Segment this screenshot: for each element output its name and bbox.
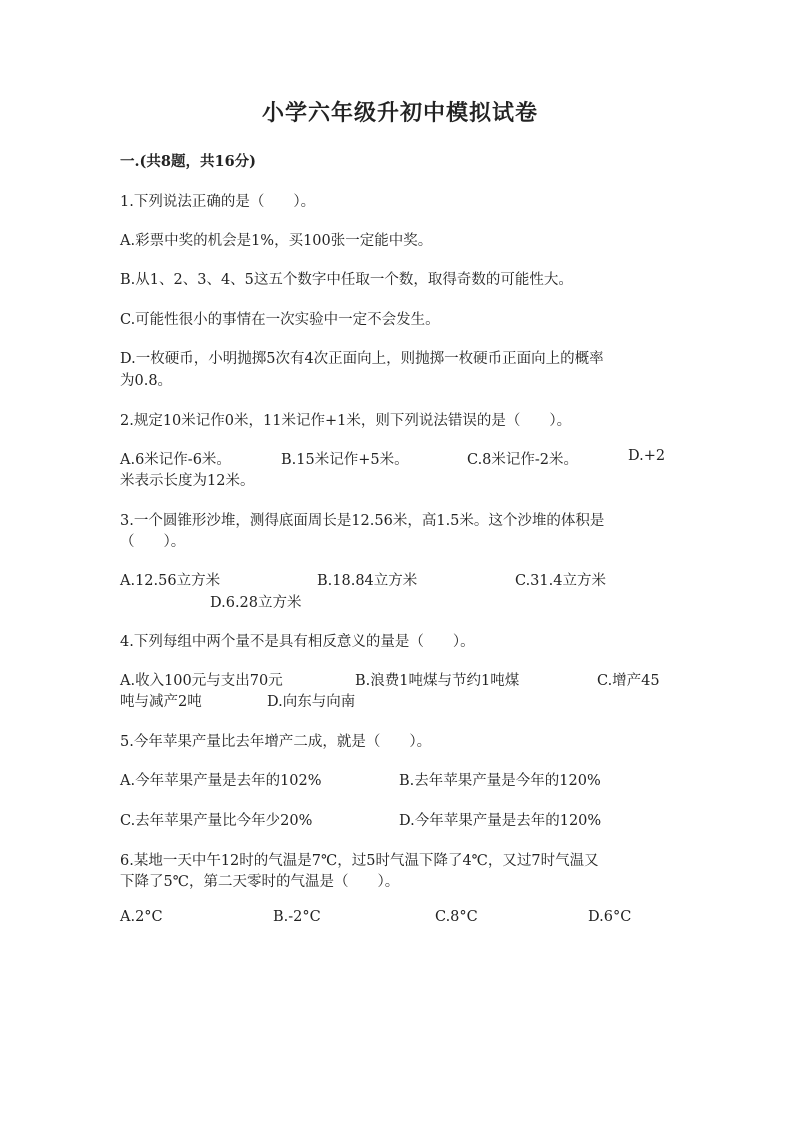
q4-option-a: A.收入100元与支出70元 bbox=[120, 673, 283, 689]
q5-option-b: B.去年苹果产量是今年的120% bbox=[399, 773, 601, 789]
q4-option-c-line1: C.增产45 bbox=[597, 673, 660, 689]
q5-option-a: A.今年苹果产量是去年的102% bbox=[120, 773, 322, 789]
q3-option-d: D.6.28立方米 bbox=[210, 595, 302, 611]
q4-option-b: B.浪费1吨煤与节约1吨煤 bbox=[355, 673, 520, 689]
q4-option-d: D.向东与向南 bbox=[267, 694, 356, 710]
q2-stem: 2.规定10米记作0米，11米记作+1米，则下列说法错误的是（ ）。 bbox=[120, 413, 572, 429]
q6-stem-line2: 下降了5℃，第二天零时的气温是（ ）。 bbox=[120, 874, 400, 890]
q1-option-b: B.从1、2、3、4、5这五个数字中任取一个数，取得奇数的可能性大。 bbox=[120, 272, 573, 288]
q2-option-d-line1: D.+2 bbox=[628, 448, 666, 464]
q5-option-d: D.今年苹果产量是去年的120% bbox=[399, 813, 602, 829]
q6-option-b: B.-2°C bbox=[273, 909, 321, 925]
q2-option-c: C.8米记作-2米。 bbox=[467, 452, 579, 468]
q3-option-a: A.12.56立方米 bbox=[120, 573, 221, 589]
page-title: 小学六年级升初中模拟试卷 bbox=[261, 100, 538, 126]
section-heading: 一.(共8题，共16分) bbox=[120, 153, 257, 170]
q6-stem-line1: 6.某地一天中午12时的气温是7℃，过5时气温下降了4℃，又过7时气温又 bbox=[120, 853, 599, 869]
q1-option-a: A.彩票中奖的机会是1%，买100张一定能中奖。 bbox=[120, 233, 433, 249]
q3-option-c: C.31.4立方米 bbox=[515, 573, 606, 589]
q6-option-a: A.2°C bbox=[120, 909, 163, 925]
q2-option-b: B.15米记作+5米。 bbox=[281, 452, 409, 468]
q5-stem: 5.今年苹果产量比去年增产二成，就是（ ）。 bbox=[120, 734, 432, 750]
q3-option-b: B.18.84立方米 bbox=[317, 573, 418, 589]
q1-option-d-line1: D.一枚硬币，小明抛掷5次有4次正面向上，则抛掷一枚硬币正面向上的概率 bbox=[120, 351, 604, 367]
q2-option-d-line2: 米表示长度为12米。 bbox=[120, 473, 255, 489]
q5-option-c: C.去年苹果产量比今年少20% bbox=[120, 813, 313, 829]
q1-option-c: C.可能性很小的事情在一次实验中一定不会发生。 bbox=[120, 312, 440, 328]
q6-option-d: D.6°C bbox=[588, 909, 632, 925]
q3-stem-line2: （ ）。 bbox=[120, 534, 186, 550]
q1-option-d-line2: 为0.8。 bbox=[120, 373, 173, 389]
q2-option-a: A.6米记作-6米。 bbox=[120, 452, 231, 468]
q4-option-c-line2: 吨与减产2吨 bbox=[120, 694, 202, 710]
q6-option-c: C.8°C bbox=[435, 909, 478, 925]
q1-stem: 1.下列说法正确的是（ ）。 bbox=[120, 194, 316, 210]
q3-stem-line1: 3.一个圆锥形沙堆，测得底面周长是12.56米，高1.5米。这个沙堆的体积是 bbox=[120, 513, 605, 529]
q4-stem: 4.下列每组中两个量不是具有相反意义的量是（ ）。 bbox=[120, 634, 475, 650]
